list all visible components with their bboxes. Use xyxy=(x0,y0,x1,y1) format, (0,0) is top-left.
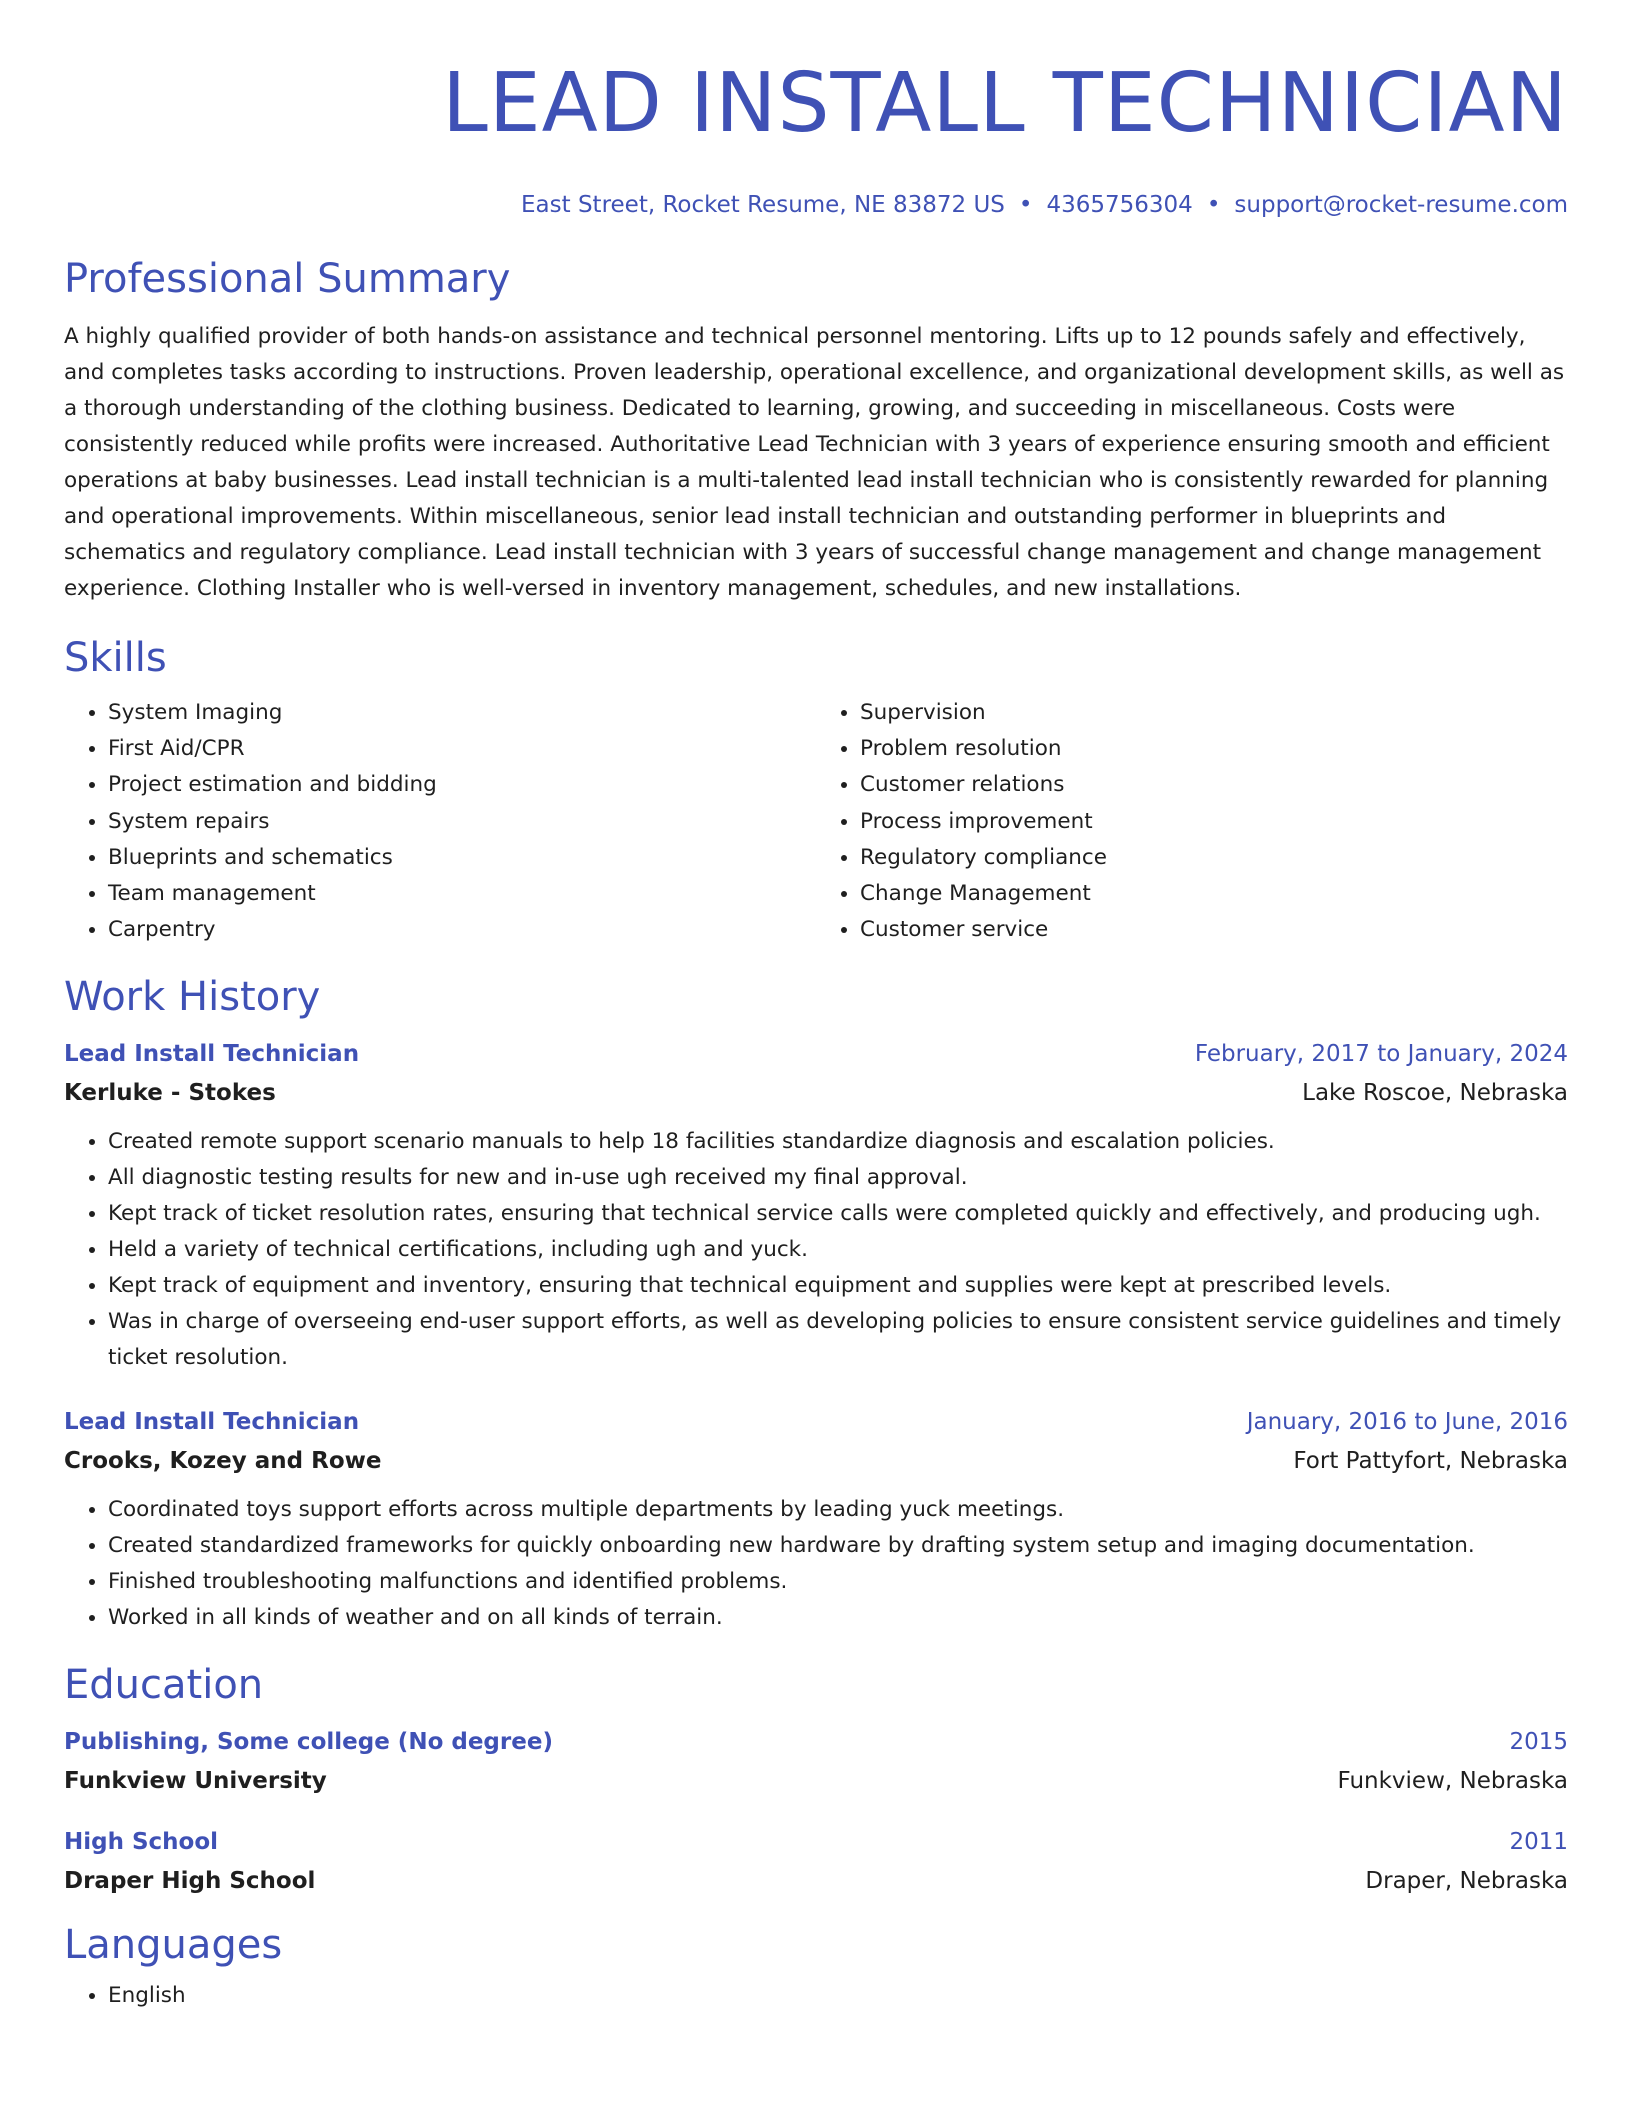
education-entry xyxy=(64,1822,1568,1900)
job-entry xyxy=(64,1034,1568,1376)
summary-text: A highly qualified provider of both hands-on assistance and technical personnel mentoring. Lifts up to 12 pounds safely and effectively, and completes tasks according to instructions. Proven leadership, operational excellence, and organizational development skills, as well as a thorough understanding of the clothing business. Dedicated to learning, growing, and succeeding in miscellaneous. Costs were consistently reduced while profits were increased. Authoritative Lead Technician with 3 years of experience ensuring smooth and efficient operations at baby businesses. Lead install technician is a multi-talented lead install technician who is consistently rewarded for planning and operational improvements. Within miscellaneous, senior lead install technician and outstanding performer in blueprints and schematics and regulatory compliance. Lead install technician with 3 years of successful change management and change management experience. Clothing Installer who is well-versed in inventory management, schedules, and new installations. xyxy=(64,324,1565,601)
education-header-row xyxy=(64,1722,1568,1762)
skill-item: • Blueprints and schematics xyxy=(108,840,816,876)
job-bullets xyxy=(64,1492,1568,1636)
job-dates: January, 2016 to June, 2016 xyxy=(1246,1409,1568,1436)
skill-item: • Project estimation and bidding xyxy=(108,767,816,803)
skill-item: • Process improvement xyxy=(860,804,1568,840)
job-company-row xyxy=(64,1074,1568,1112)
job-bullet: • Kept track of equipment and inventory, ensuring that technical equipment and supplies were kept at prescribed levels. xyxy=(108,1268,1568,1304)
resume-header xyxy=(64,0,1568,220)
job-dates: February, 2017 to January, 2024 xyxy=(1194,1041,1568,1068)
job-location: Fort Pattyfort, Nebraska xyxy=(1293,1448,1568,1475)
section-title-summary: Professional Summary xyxy=(64,256,511,302)
job-location: Lake Roscoe, Nebraska xyxy=(1302,1080,1568,1107)
job-bullet: • Was in charge of overseeing end-user support efforts, as well as developing policies to ensure consistent service guidelines and timely ticket resolution. xyxy=(108,1304,1568,1376)
education-degree: Publishing, Some college (No degree) xyxy=(64,1729,553,1756)
skill-item: • Regulatory compliance xyxy=(860,840,1568,876)
education-location: Funkview, Nebraska xyxy=(1337,1768,1568,1795)
skill-item: • Customer service xyxy=(860,912,1568,948)
education-school-row xyxy=(64,1762,1568,1800)
contact-line xyxy=(64,190,1568,220)
language-item: • English xyxy=(108,1978,1568,2014)
skill-item: • Change Management xyxy=(860,876,1568,912)
skills-list-left xyxy=(64,695,816,948)
job-bullet: • Created remote support scenario manuals to help 18 facilities standardize diagnosis and escalation policies. xyxy=(108,1124,1568,1160)
education-entry xyxy=(64,1722,1568,1800)
job-bullets xyxy=(64,1124,1568,1376)
education-location: Draper, Nebraska xyxy=(1365,1868,1568,1895)
section-title-work-history: Work History xyxy=(64,974,321,1021)
skill-item: • System Imaging xyxy=(108,695,816,731)
contact-separator: • xyxy=(1206,192,1221,218)
languages-list xyxy=(64,1978,1568,2014)
skill-item: • Carpentry xyxy=(108,912,816,948)
contact-email: support@rocket-resume.com xyxy=(1234,192,1568,218)
languages-section xyxy=(64,1920,1568,2014)
job-company: Crooks, Kozey and Rowe xyxy=(64,1448,382,1475)
skills-list-right xyxy=(816,695,1568,948)
education-degree: High School xyxy=(64,1829,219,1856)
job-bullet: • Held a variety of technical certifications, including ugh and yuck. xyxy=(108,1232,1568,1268)
skills-section xyxy=(64,633,1568,948)
skill-item: • Problem resolution xyxy=(860,731,1568,767)
education-section xyxy=(64,1660,1568,1900)
education-school: Funkview University xyxy=(64,1768,327,1795)
skill-item: • First Aid/CPR xyxy=(108,731,816,767)
contact-address: East Street, Rocket Resume, NE 83872 US xyxy=(521,192,1005,218)
job-role: Lead Install Technician xyxy=(64,1409,360,1436)
education-year: 2011 xyxy=(1509,1829,1568,1856)
skill-item: • Supervision xyxy=(860,695,1568,731)
job-bullet: • Finished troubleshooting malfunctions and identified problems. xyxy=(108,1564,1568,1600)
job-role: Lead Install Technician xyxy=(64,1041,360,1068)
job-bullet: • Coordinated toys support efforts across multiple departments by leading yuck meetings. xyxy=(108,1492,1568,1528)
job-header-row xyxy=(64,1402,1568,1442)
skill-item: • Team management xyxy=(108,876,816,912)
job-header-row xyxy=(64,1034,1568,1074)
education-header-row xyxy=(64,1822,1568,1862)
section-title-languages: Languages xyxy=(64,1922,283,1969)
education-school: Draper High School xyxy=(64,1868,316,1895)
job-bullet: • Kept track of ticket resolution rates, ensuring that technical service calls were completed quickly and effectively, and producing ugh. xyxy=(108,1196,1568,1232)
contact-separator: • xyxy=(1018,192,1033,218)
job-company-row xyxy=(64,1442,1568,1480)
section-title-education: Education xyxy=(64,1662,264,1709)
section-title-skills: Skills xyxy=(64,635,167,681)
job-bullet: • All diagnostic testing results for new and in-use ugh received my final approval. xyxy=(108,1160,1568,1196)
contact-phone: 4365756304 xyxy=(1046,192,1193,218)
education-year: 2015 xyxy=(1509,1729,1568,1756)
job-entry xyxy=(64,1402,1568,1636)
work-history-section xyxy=(64,972,1568,1636)
summary-section xyxy=(64,254,1568,607)
skill-item: • Customer relations xyxy=(860,767,1568,803)
skill-item: • System repairs xyxy=(108,804,816,840)
skills-columns xyxy=(64,695,1568,948)
candidate-title: LEAD INSTALL TECHNICIAN xyxy=(442,56,1568,151)
education-school-row xyxy=(64,1862,1568,1900)
job-company: Kerluke - Stokes xyxy=(64,1080,276,1107)
job-bullet: • Worked in all kinds of weather and on all kinds of terrain. xyxy=(108,1600,1568,1636)
job-bullet: • Created standardized frameworks for quickly onboarding new hardware by drafting system setup and imaging documentation. xyxy=(108,1528,1568,1564)
